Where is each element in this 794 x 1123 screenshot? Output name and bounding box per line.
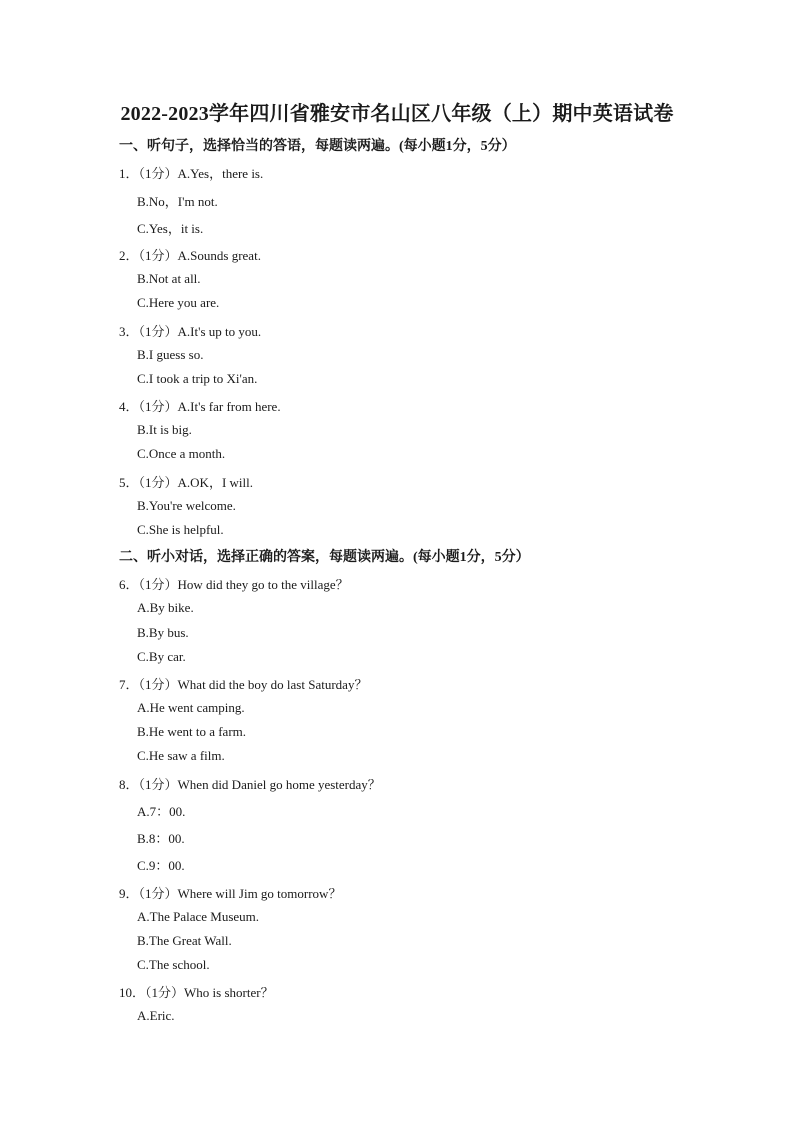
question-9-option-a: A.The Palace Museum. [137,909,260,924]
question-6-option-b: B.By bus. [137,625,189,640]
question-option-a: A.OK，I will. [177,475,253,490]
section-heading-listening-sentences: 一、听句子，选择恰当的答语，每题读两遍。(每小题1分，5分） [119,139,516,154]
question-1-option-c: C.Yes，it is. [137,221,204,236]
question-8-option-c: C.9：00. [137,858,185,873]
question-3-option-b: B.I guess so. [137,347,204,362]
question-option-a: A.Sounds great. [177,248,261,263]
question-6 [119,574,349,593]
question-option-a: A.It's far from here. [177,399,281,414]
question-7-option-b: B.He went to a farm. [137,724,247,739]
question-number: 9． [119,886,139,901]
question-3-option-c: C.I took a trip to Xi'an. [137,371,258,386]
question-stem: Where will Jim go tomorrow？ [177,886,342,901]
question-4-option-c: C.Once a month. [137,446,226,461]
question-1-option-b: B.No，I'm not. [137,194,218,209]
question-9-option-c: C.The school. [137,957,210,972]
question-number: 2． [119,248,139,263]
question-number: 1． [119,166,139,181]
question-6-option-c: C.By car. [137,649,186,664]
question-10 [119,982,274,1001]
question-9 [119,883,341,902]
question-2-option-c: C.Here you are. [137,295,220,310]
question-9-option-b: B.The Great Wall. [137,933,232,948]
question-number: 4． [119,399,139,414]
question-score: （1分） [138,166,178,181]
question-number: 3． [119,324,139,339]
question-4 [119,396,281,415]
question-number: 10． [119,985,146,1000]
question-4-option-b: B.It is big. [137,422,192,437]
question-8-option-b: B.8：00. [137,831,185,846]
question-number: 7． [119,677,139,692]
question-6-option-a: A.By bike. [137,600,194,615]
question-3 [119,321,261,340]
exam-title: 2022-2023学年四川省雅安市名山区八年级（上）期中英语试卷 [120,103,674,125]
question-7-option-c: C.He saw a film. [137,748,225,763]
question-7-option-a: A.He went camping. [137,700,245,715]
question-number: 6． [119,577,139,592]
question-score: （1分） [138,248,178,263]
question-5 [119,472,253,491]
question-2-option-b: B.Not at all. [137,271,201,286]
question-number: 8． [119,777,139,792]
question-option-a: A.Yes，there is. [177,166,264,181]
question-score: （1分） [138,577,178,592]
question-10-option-a: A.Eric. [137,1008,175,1023]
question-8 [119,774,381,793]
question-stem: How did they go to the village？ [177,577,349,592]
question-score: （1分） [138,886,178,901]
question-score: （1分） [138,677,178,692]
question-7 [119,674,367,693]
question-number: 5． [119,475,139,490]
question-stem: When did Daniel go home yesterday？ [177,777,381,792]
question-stem: What did the boy do last Saturday？ [177,677,368,692]
question-score: （1分） [138,399,178,414]
question-2 [119,245,261,264]
section-heading-listening-dialogues: 二、听小对话，选择正确的答案，每题读两遍。(每小题1分，5分） [119,550,530,565]
question-5-option-b: B.You're welcome. [137,498,236,513]
question-8-option-a: A.7：00. [137,804,186,819]
question-1 [119,163,263,182]
question-option-a: A.It's up to you. [177,324,262,339]
question-score: （1分） [138,324,178,339]
question-score: （1分） [145,985,185,1000]
question-score: （1分） [138,475,178,490]
question-stem: Who is shorter？ [184,985,274,1000]
question-5-option-c: C.She is helpful. [137,522,224,537]
question-score: （1分） [138,777,178,792]
